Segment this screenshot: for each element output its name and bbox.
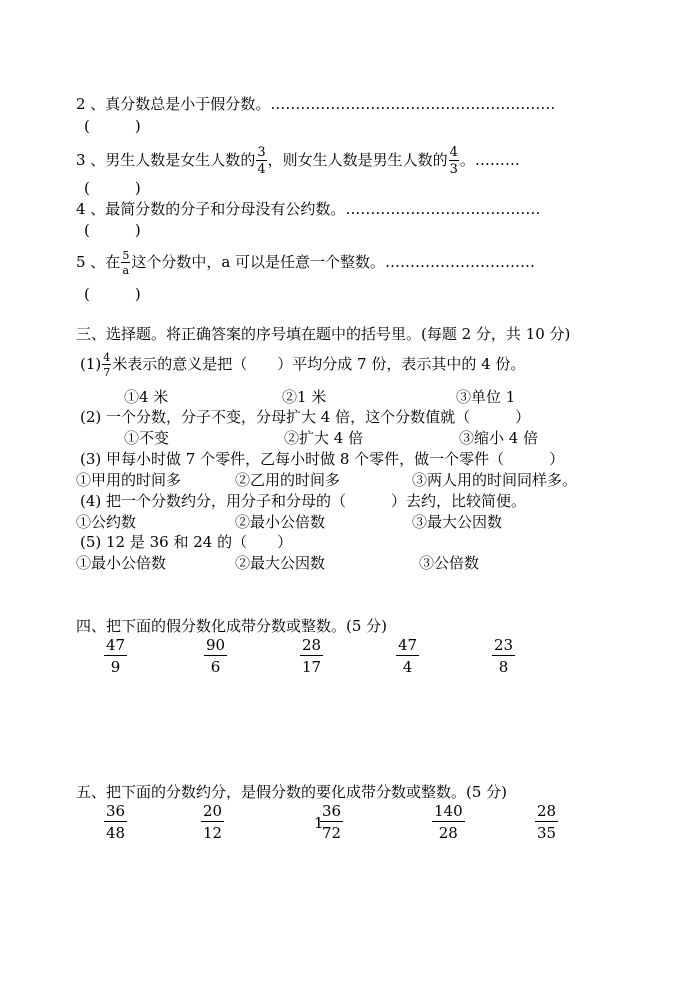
denominator: 9 <box>110 658 121 676</box>
choice-q2: (2) 一个分数，分子不变，分母扩大 4 倍，这个分数值就（ ） <box>80 408 531 426</box>
numerator: 5 <box>122 249 130 262</box>
option[interactable]: ②最小公倍数 <box>235 513 326 531</box>
choice-q1-post: 米表示的意义是把（ ）平均分成 7 份，表示其中的 4 份。 <box>112 355 526 373</box>
denominator: 7 <box>103 366 111 379</box>
tf-item-5 <box>76 250 535 276</box>
answer-paren[interactable]: ( ) <box>84 221 141 239</box>
numerator: 4 <box>103 351 111 364</box>
section-4-heading: 四、把下面的假分数化成带分数或整数。(5 分) <box>76 617 388 635</box>
denominator: 12 <box>203 824 223 842</box>
numerator: 36 <box>106 802 126 820</box>
choice-q3: (3) 甲每小时做 7 个零件，乙每小时做 8 个零件，做一个零件（ ） <box>80 450 565 468</box>
fraction <box>121 250 130 276</box>
numerator: 28 <box>537 802 557 820</box>
denominator: 17 <box>302 658 322 676</box>
fraction-to-reduce <box>432 804 465 841</box>
denominator: 28 <box>438 824 458 842</box>
answer-paren[interactable]: ( ) <box>84 179 141 197</box>
denominator: 35 <box>537 824 557 842</box>
answer-paren[interactable]: ( ) <box>84 285 141 303</box>
option[interactable]: ③缩小 4 倍 <box>459 429 539 447</box>
numerator: 47 <box>398 636 418 654</box>
denominator: 8 <box>498 658 509 676</box>
choice-q1 <box>80 352 525 378</box>
option[interactable]: ①最小公倍数 <box>76 554 167 572</box>
section-5-heading: 五、把下面的分数约分，是假分数的要化成带分数或整数。(5 分) <box>76 783 508 801</box>
section-3-heading: 三、选择题。将正确答案的序号填在题中的括号里。(每题 2 分，共 10 分) <box>76 325 571 343</box>
tf-item-3-mid: ，则女生人数是男生人数的 <box>267 151 448 169</box>
denominator: 48 <box>106 824 126 842</box>
improper-fraction <box>204 638 227 675</box>
improper-fraction <box>300 638 323 675</box>
fraction-to-reduce <box>201 804 224 841</box>
tf-item-3-pre: 3 、男生人数是女生人数的 <box>76 151 256 169</box>
numerator: 3 <box>257 145 266 160</box>
option[interactable]: ③最大公因数 <box>412 513 503 531</box>
fraction-to-reduce <box>320 804 343 841</box>
tf-item-5-post: 这个分数中，a 可以是任意一个整数。………………………… <box>131 253 536 271</box>
numerator: 140 <box>434 802 463 820</box>
numerator: 90 <box>206 636 226 654</box>
tf-item-3 <box>76 146 520 176</box>
numerator: 47 <box>106 636 126 654</box>
fraction-to-reduce <box>104 804 127 841</box>
fraction-to-reduce <box>535 804 558 841</box>
numerator: 20 <box>203 802 223 820</box>
option[interactable]: ①甲用的时间多 <box>76 471 182 489</box>
numerator: 28 <box>302 636 322 654</box>
tf-item-2: 2 、真分数总是小于假分数。………………………………………………… <box>76 95 556 113</box>
improper-fraction <box>104 638 127 675</box>
option[interactable]: ①4 米 <box>124 388 169 406</box>
fraction <box>102 352 111 378</box>
denominator: 4 <box>257 162 266 177</box>
choice-q5: (5) 12 是 36 和 24 的（ ） <box>80 533 293 551</box>
fraction <box>449 146 459 176</box>
option[interactable]: ②乙用的时间多 <box>235 471 341 489</box>
denominator: 3 <box>449 162 458 177</box>
option[interactable]: ③单位 1 <box>456 388 516 406</box>
option[interactable]: ②1 米 <box>282 388 327 406</box>
choice-q4: (4) 把一个分数约分，用分子和分母的（ ）去约，比较简便。 <box>80 492 527 510</box>
numerator: 4 <box>449 145 458 160</box>
numerator: 23 <box>494 636 514 654</box>
option[interactable]: ③两人用的时间同样多。 <box>412 471 578 489</box>
option[interactable]: ①公约数 <box>76 513 137 531</box>
option[interactable]: ②扩大 4 倍 <box>284 429 364 447</box>
choice-q1-pre: (1) <box>80 355 102 373</box>
denominator: 6 <box>210 658 221 676</box>
option[interactable]: ②最大公因数 <box>235 554 326 572</box>
answer-paren[interactable]: ( ) <box>84 117 141 135</box>
fraction <box>256 146 266 176</box>
tf-item-4: 4 、最简分数的分子和分母没有公约数。………………………………… <box>76 200 541 218</box>
denominator: a <box>122 264 130 277</box>
tf-item-5-pre: 5 、在 <box>76 253 121 271</box>
denominator: 4 <box>402 658 413 676</box>
option[interactable]: ③公倍数 <box>419 554 480 572</box>
improper-fraction <box>396 638 419 675</box>
denominator: 72 <box>322 824 342 842</box>
mixed-number-whole: 1 <box>314 814 324 832</box>
tf-item-3-post: 。……… <box>459 151 520 169</box>
numerator: 36 <box>322 802 342 820</box>
improper-fraction <box>492 638 515 675</box>
option[interactable]: ①不变 <box>124 429 170 447</box>
